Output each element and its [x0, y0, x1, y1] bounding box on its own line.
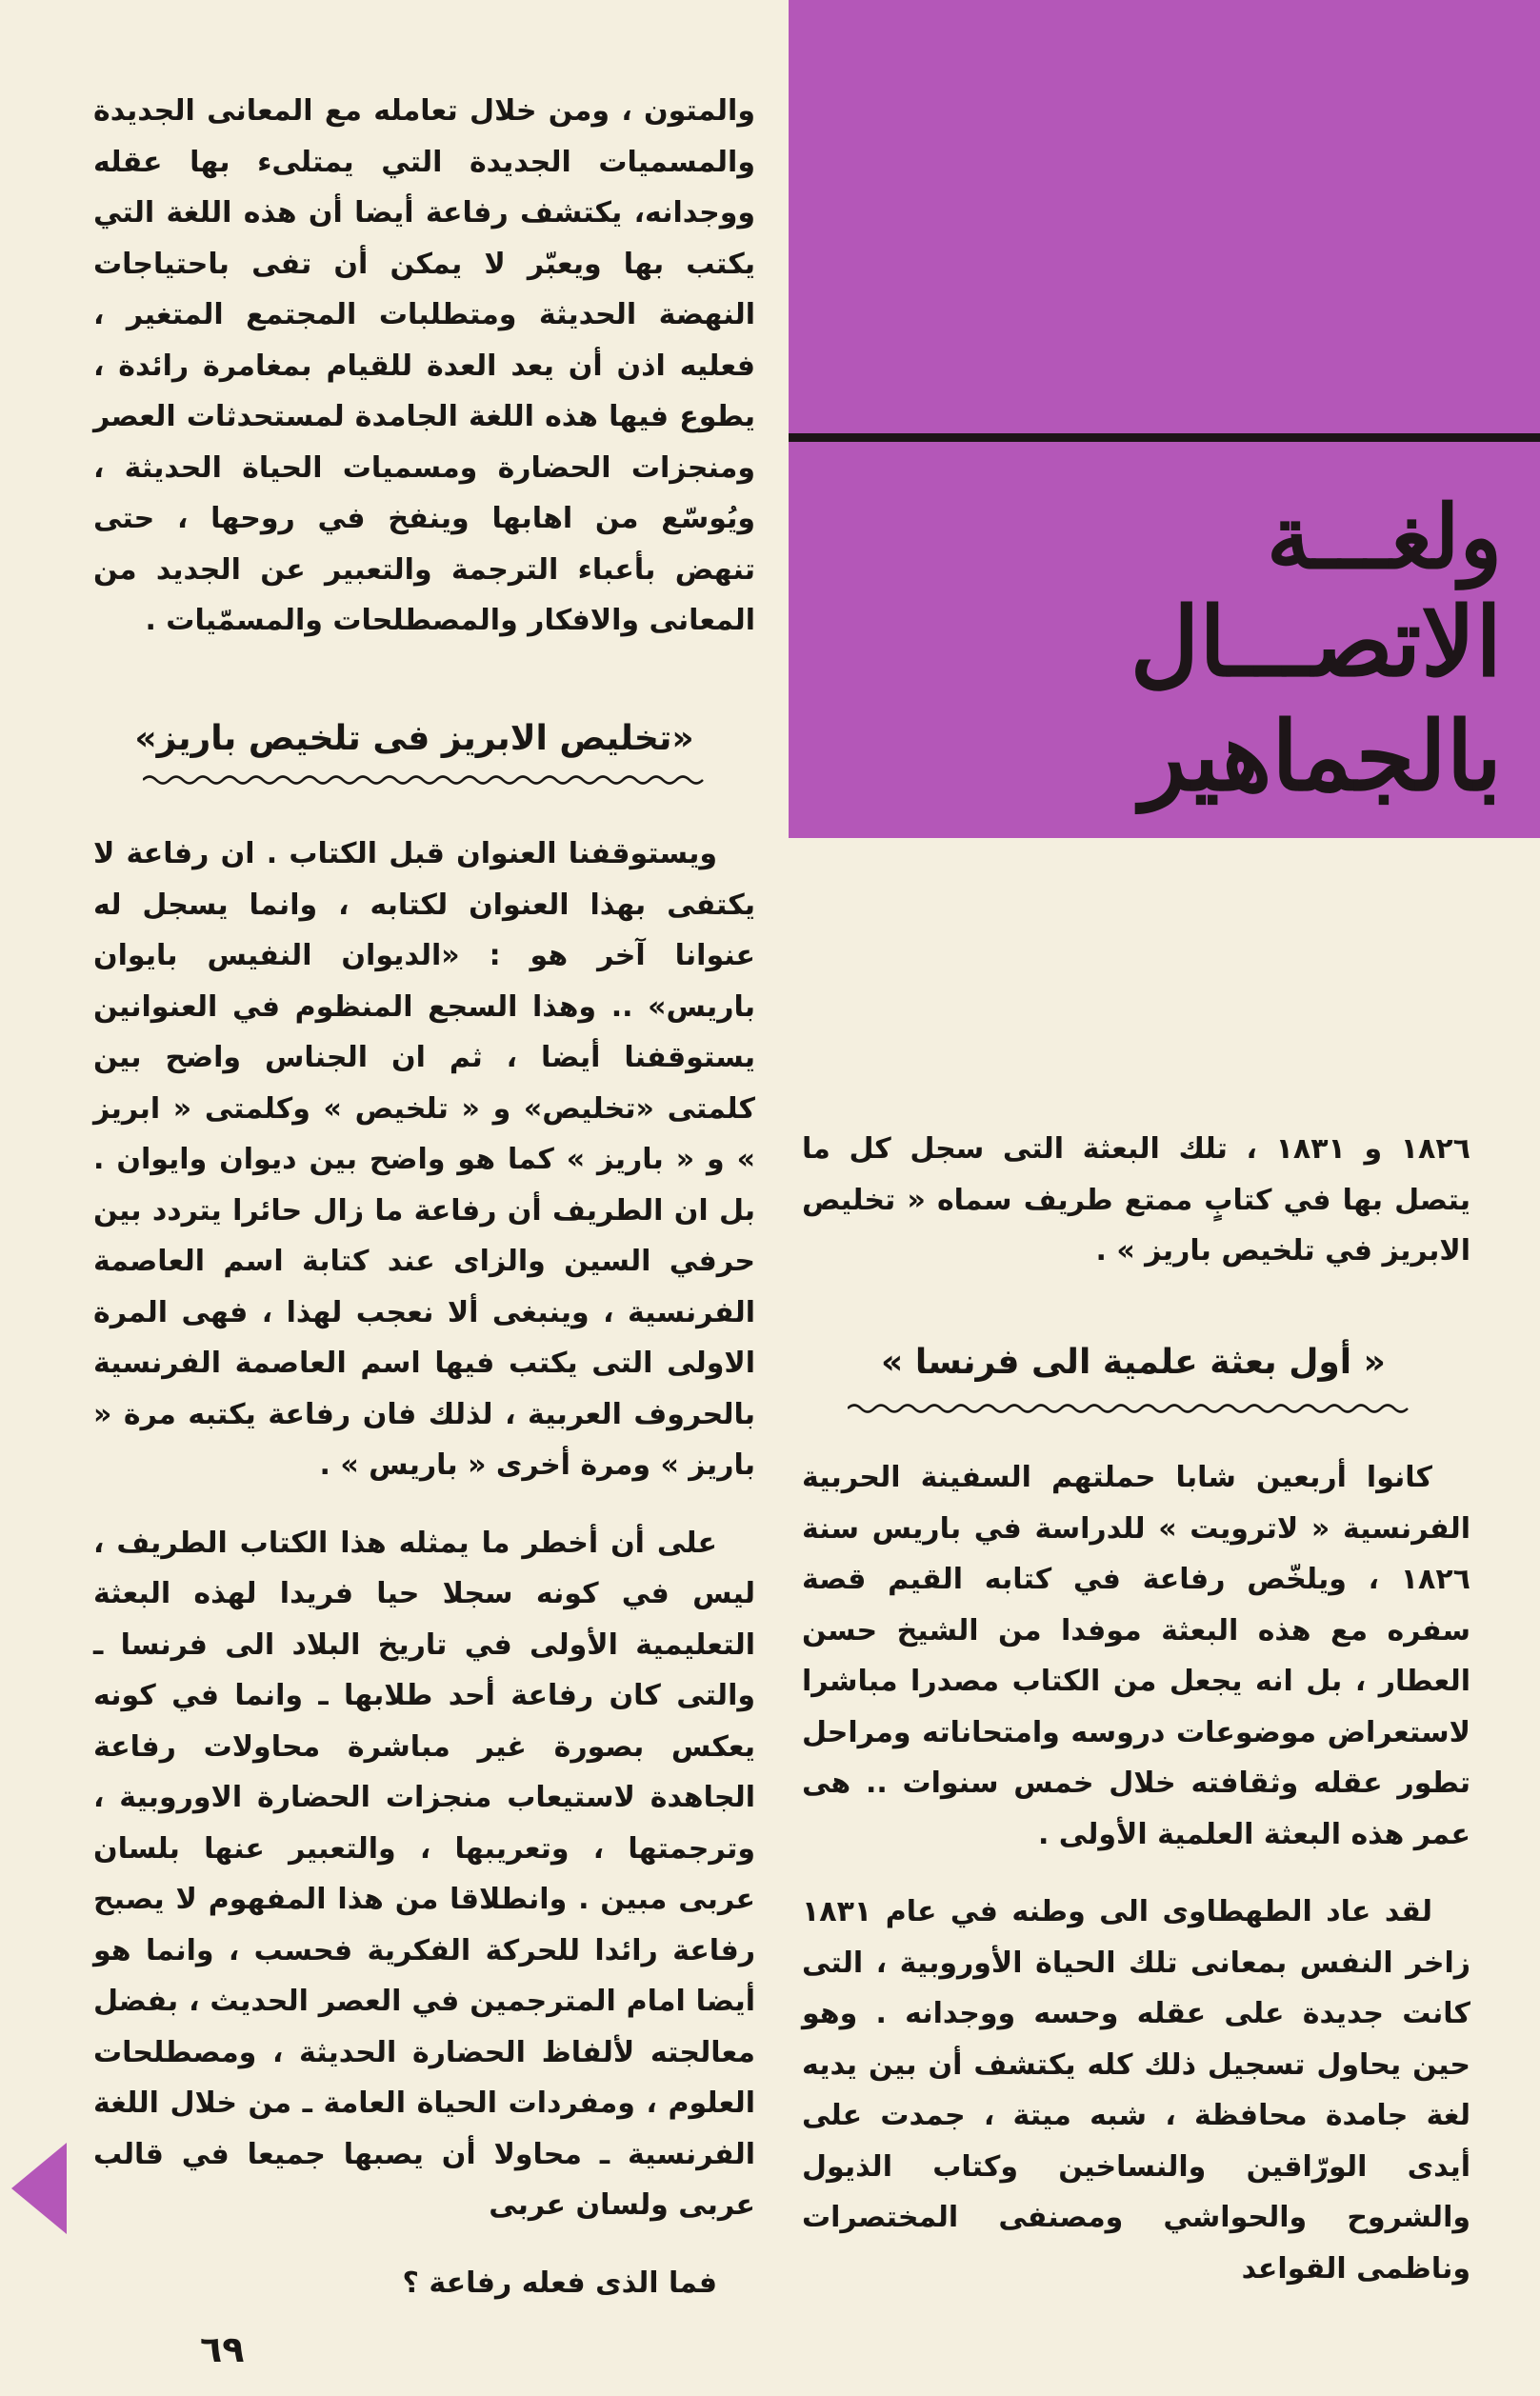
paragraph: على أن أخطر ما يمثله هذا الكتاب الطريف ، ليس في كونه سجلا حيا فريدا لهذه البعثة التعليمية الأولى في تاريخ البلاد الى فرنسا ـ والتى كان رفاعة أحد طلابها ـ وانما في كونه يعكس بصورة غير مباشرة محاولات رفاعة الجاهدة لاستيعاب منجزات الحضارة الاوروبية ، وترجمتها ، وتعريبها ، والتعبير عنها بلسان عربى مبين . وانطلاقا من هذا المفهوم لا يصبح رفاعة رائدا للحركة الفكرية فحسب ، وانما هو أيضا امام المترجمين في العصر الحديث ، بفضل معالجته لألفاظ الحضارة الحديثة ، ومصطلحات العلوم ، ومفردات الحياة العامة ـ من خلال اللغة الفرنسية ـ محاولا أن يصبها جميعا في قالب عربى ولسان عربى	[93, 1526, 755, 2222]
paragraph: فما الذى فعله رفاعة ؟	[402, 2266, 717, 2300]
page-number: ٦٩	[200, 2328, 245, 2370]
paragraph: ويستوقفنا العنوان قبل الكتاب . ان رفاعة لا يكتفى بهذا العنوان لكتابه ، وانما يسجل له عنوانا آخر هو : «الديوان النفيس بايوان باريس» .. وهذا السجع المنظوم في العنوانين يستوقفنا أيضا ، ثم ان الجناس واضح بين كلمتى «تخليص» و « تلخيص » وكلمتى « ابريز » و « باريز » كما هو واضح بين ديوان وايوان . بل ان الطريف أن رفاعة ما زال حائرا يتردد بين حرفي السين والزاى عند كتابة اسم العاصمة الفرنسية ، وينبغى ألا نعجب لهذا ، فهى المرة الاولى التى يكتب فيها اسم العاصمة الفرنسية بالحروف العربية ، لذلك فان رفاعة يكتبه مرة « باريز » ومرة أخرى « باريس » .	[93, 837, 755, 1482]
paragraph: لقد عاد الطهطاوى الى وطنه في عام ١٨٣١ زاخر النفس بمعانى تلك الحياة الأوروبية ، التى كانت جديدة على عقله وحسه ووجدانه . وهو حين يحاول تسجيل ذلك كله يكتشف أن بين يديه لغة جامدة محافظة ، شبه ميتة ، جمدت على أيدى الورّاقين والنساخين وكتاب الذيول والشروح والحواشي ومصنفى المختصرات وناظمى القواعد	[802, 1895, 1470, 2286]
left-column-bottom	[93, 829, 755, 2308]
title-line-3: بالجماهير	[1140, 700, 1502, 812]
paragraph: ١٨٢٦ و ١٨٣١ ، تلك البعثة التى سجل كل ما يتصل بها في كتابٍ ممتع طريف سماه « تخليص الابريز في تلخيص باريز » .	[802, 1132, 1470, 1268]
page-marker-arrow-icon	[11, 2143, 67, 2234]
heading-text: «تخليص الابريز فى تلخيص باريز»	[134, 719, 694, 758]
title-line-2: الاتصـــال	[1130, 586, 1502, 698]
paragraph: والمتون ، ومن خلال تعامله مع المعانى الجديدة والمسميات الجديدة التي يمتلىء بها عقله ووجدانه، يكتشف رفاعة أيضا أن هذه اللغة التي يكتب بها ويعبّر لا يمكن أن تفى باحتياجات النهضة الحديثة ومتطلبات المجتمع المتغير ، فعليه اذن أن يعد العدة للقيام بمغامرة رائدة ، يطوع فيها هذه اللغة الجامدة لمستحدثات العصر ومنجزات الحضارة ومسميات الحياة الحديثة ، ويُوسّع من اهابها وينفخ في روحها ، حتى تنهض بأعباء الترجمة والتعبير عن الجديد من المعانى والافكار والمصطلحات والمسمّيات .	[93, 94, 755, 637]
heading-underline	[848, 1402, 1419, 1415]
title-line-1: ولغـــة	[1266, 486, 1502, 589]
right-column-bottom	[802, 1452, 1470, 2294]
section-heading-first-mission	[819, 1343, 1448, 1382]
right-column-top	[802, 1124, 1470, 1277]
heading-underline	[143, 773, 705, 787]
paragraph: كانوا أربعين شابا حملتهم السفينة الحربية الفرنسية « لاترويت » للدراسة في باريس سنة ١٨٢٦ ، ويلخّص رفاعة في كتابه القيم قصة سفره مع هذه البعثة موفدا من الشيخ حسن العطار ، بل انه يجعل من الكتاب مصدرا مباشرا لاستعراض موضوعات دروسه وامتحاناته ومراحل تطور عقله وثقافته خلال خمس سنوات .. هى عمر هذه البعثة العلمية الأولى .	[802, 1461, 1470, 1851]
heading-text: « أول بعثة علمية الى فرنسا »	[881, 1343, 1386, 1382]
left-column-top	[93, 86, 755, 647]
title-panel	[789, 0, 1540, 838]
title-rule	[789, 433, 1540, 442]
section-heading-takhlis	[114, 719, 714, 758]
